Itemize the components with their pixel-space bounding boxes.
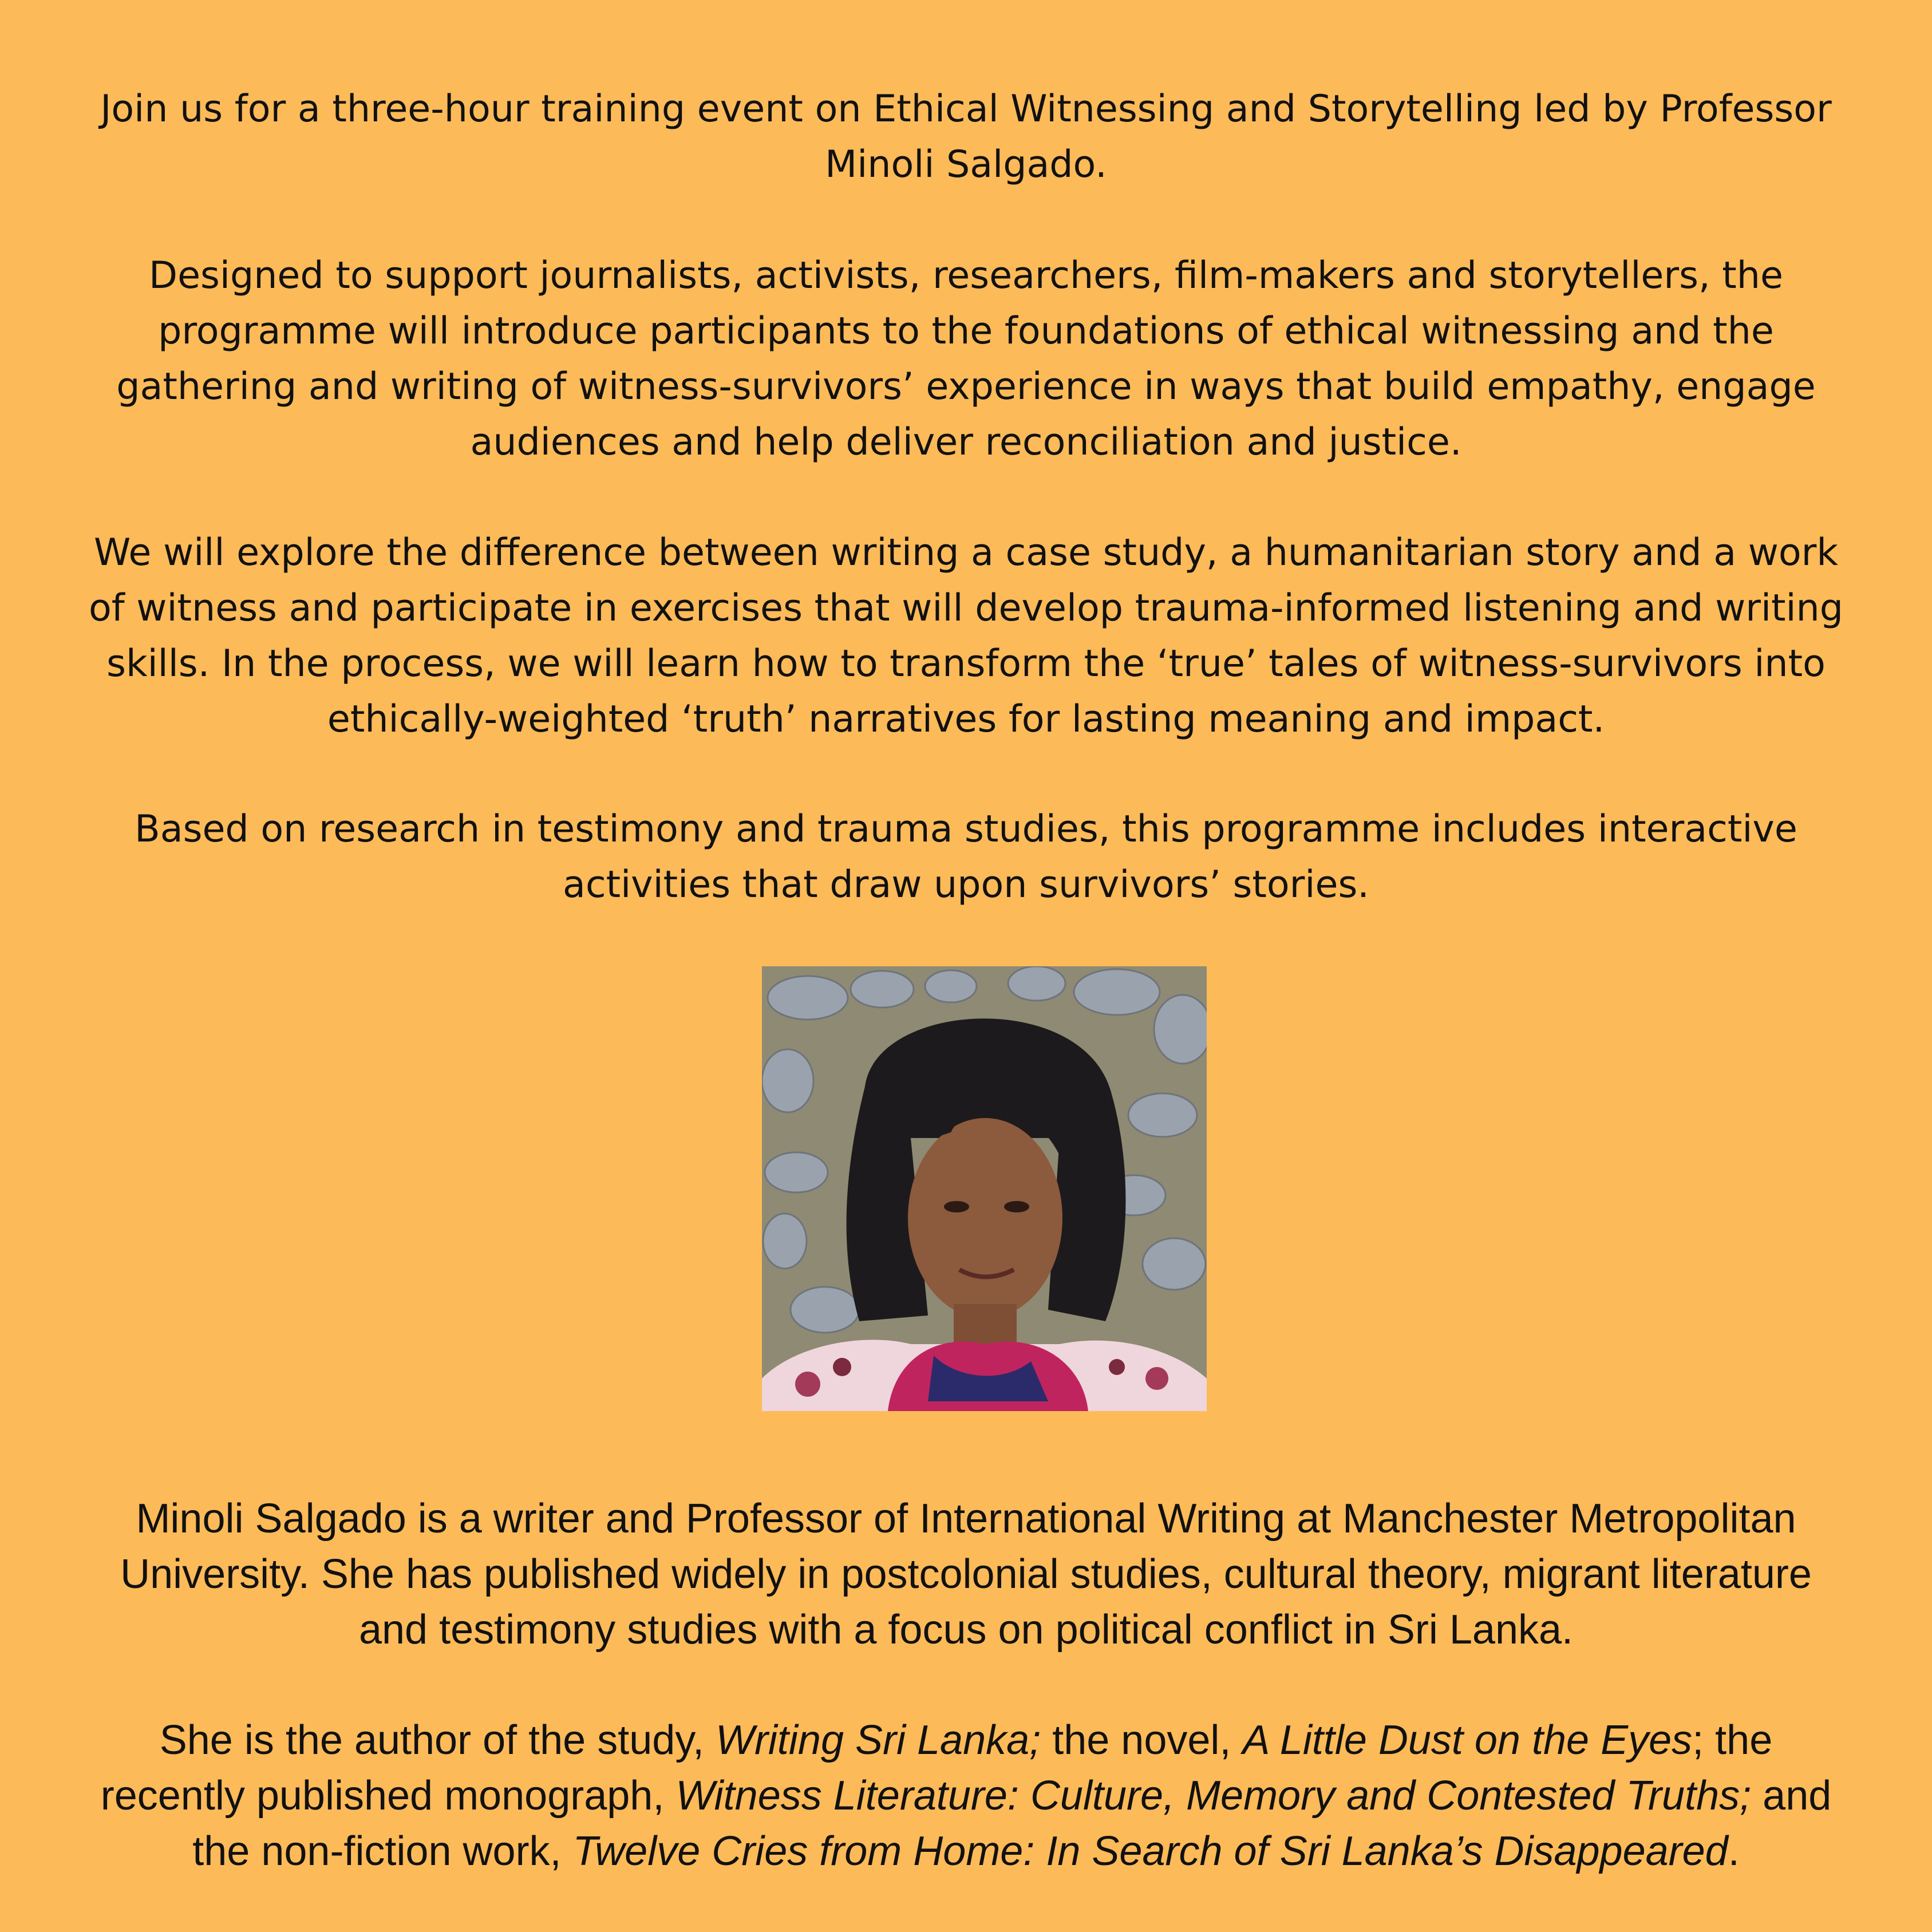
book-title-a-little-dust: A Little Dust on the Eyes bbox=[1242, 1717, 1693, 1763]
intro-paragraph-3: We will explore the difference between writing a case study, a humanitarian story and a work of witness and participate in exercises that will develop trauma-informed listening and writing skills. In the process, we will learn how to transform the ‘true’ tales of witness-survivors into ethically-weighted ‘truth’ narratives for lasting meaning and impact. bbox=[88, 531, 1844, 741]
book-title-writing-sri-lanka: Writing Sri Lanka; bbox=[715, 1717, 1041, 1763]
speaker-portrait bbox=[762, 966, 1207, 1411]
bio-text-3: ; the recently published monograph, bbox=[100, 1717, 1773, 1819]
intro-paragraph-1: Join us for a three-hour training event on Ethical Witnessing and Storytelling led by Professor Minoli Salgado. bbox=[100, 88, 1832, 186]
bio-text-1: She is the author of the study, bbox=[159, 1717, 716, 1763]
bio-text-4: and the non-fiction work, bbox=[192, 1773, 1832, 1874]
bio-text-5: . bbox=[1728, 1828, 1740, 1874]
book-title-witness-literature: Witness Literature: Culture, Memory and Contested Truths; bbox=[675, 1773, 1752, 1819]
bio-text-2: the novel, bbox=[1041, 1717, 1243, 1763]
bio-paragraph-2 bbox=[86, 1713, 1846, 1879]
portrait-photo-icon bbox=[762, 966, 1207, 1411]
intro-paragraph-2: Designed to support journalists, activists, researchers, film-makers and storytellers, the programme will introduce participants to the foundations of ethical witnessing and the gathering and writing of witness-survivors’ experience in ways that build empathy, engage audiences and help deliver reconciliation and justice. bbox=[116, 254, 1816, 464]
bio-paragraph-1: Minoli Salgado is a writer and Professor of International Writing at Manchester Metropolitan University. She has published widely in postcolonial studies, cultural theory, migrant literature and testimony studies with a focus on political conflict in Sri Lanka. bbox=[120, 1496, 1812, 1653]
intro-paragraph-4: Based on research in testimony and trauma studies, this programme includes interactive activities that draw upon survivors’ stories. bbox=[135, 808, 1797, 906]
book-title-twelve-cries: Twelve Cries from Home: In Search of Sri Lanka’s Disappeared bbox=[572, 1828, 1728, 1874]
